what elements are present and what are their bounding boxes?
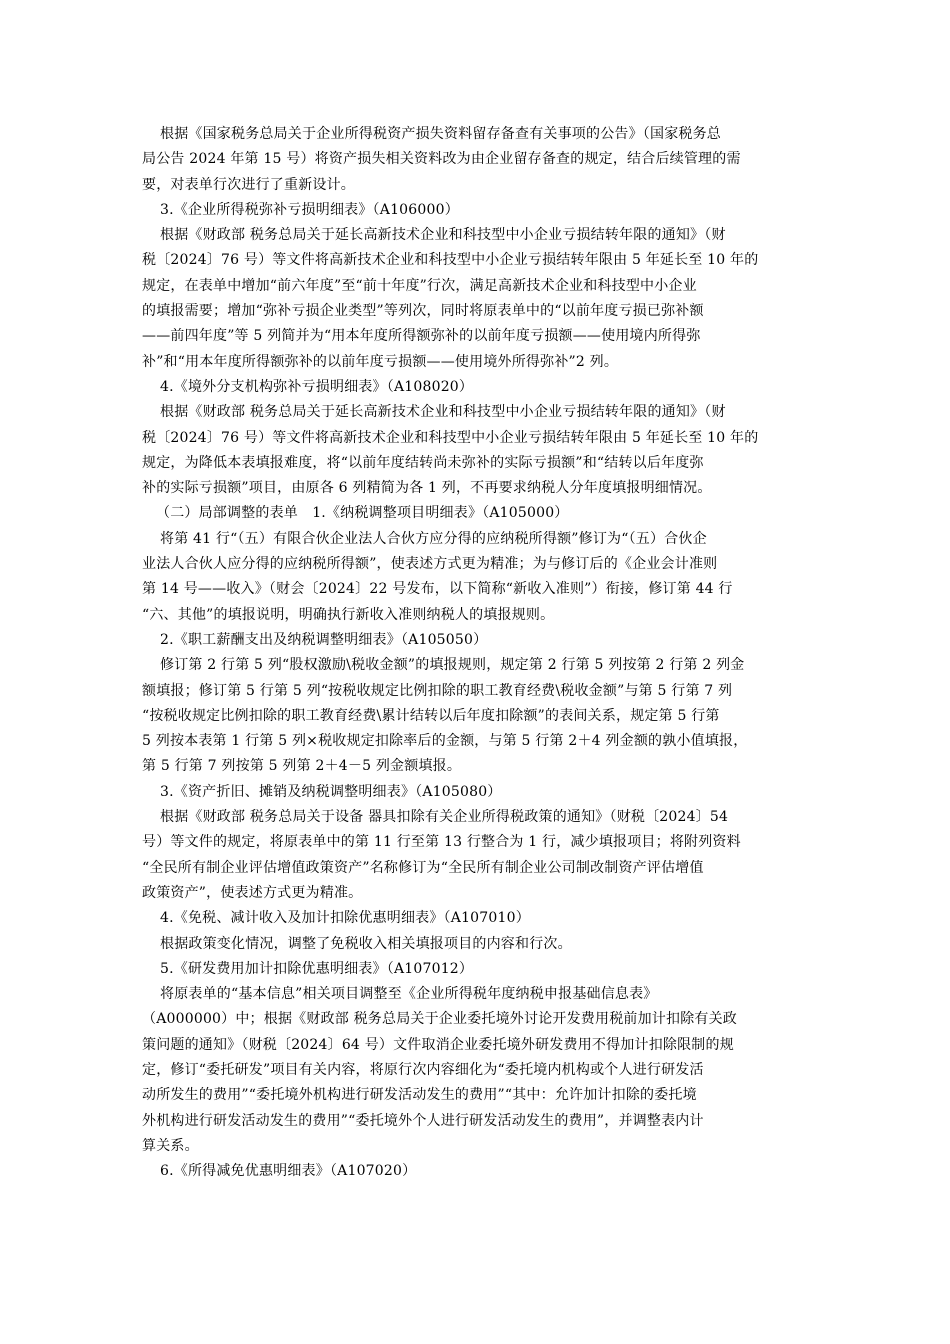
text-line: 定，修订“委托研发”项目有关内容，将原行次内容细化为“委托境内机构或个人进行研发活 xyxy=(142,1061,704,1078)
text-line: 补”和“用本年度所得额弥补的以前年度亏损额——使用境外所得弥补”2 列。 xyxy=(142,353,619,370)
text-line: 额填报；修订第 5 行第 5 列“按税收规定比例扣除的职工教育经费\税收金额”与第 5 行第 7 列 xyxy=(142,682,733,699)
text-line: 4.《免税、减计收入及加计扣除优惠明细表》（A107010） xyxy=(160,910,530,927)
text-line: 将第 41 行“（五）有限合伙企业法人合伙方应分得的应纳税所得额”修订为“（五）合伙企 xyxy=(160,530,707,547)
text-line: 3.《企业所得税弥补亏损明细表》（A106000） xyxy=(160,201,459,218)
text-line: 5 列按本表第 1 行第 5 列×税收规定扣除率后的金额，与第 5 行第 2＋4 列金额的孰小值填报， xyxy=(142,733,748,750)
text-line: 根据政策变化情况，调整了免税收入相关填报项目的内容和行次。 xyxy=(160,935,572,952)
text-line: 算关系。 xyxy=(142,1137,199,1154)
text-line: 业法人合伙人应分得的应纳税所得额”，使表述方式更为精准；为与修订后的《企业会计准则 xyxy=(142,556,718,573)
text-line: 规定，为降低本表填报难度，将“以前年度结转尚未弥补的实际亏损额”和“结转以后年度弥 xyxy=(142,454,704,471)
text-line: 策问题的通知》（财税〔2024〕64 号）文件取消企业委托境外研发费用不得加计扣除限制的规 xyxy=(142,1036,734,1053)
text-line: 规定，在表单中增加“前六年度”至“前十年度”行次，满足高新技术企业和科技型中小企业 xyxy=(142,277,697,294)
text-line: （二）局部调整的表单 1.《纳税调整项目明细表》（A105000） xyxy=(156,505,569,522)
text-line: 动所发生的费用”“委托境外机构进行研发活动发生的费用”“其中：允许加计扣除的委托境 xyxy=(142,1087,697,1104)
text-line: 3.《资产折旧、摊销及纳税调整明细表》（A105080） xyxy=(160,783,502,800)
text-line: 根据《财政部 税务总局关于设备 器具扣除有关企业所得税政策的通知》（财税〔2024〕54 xyxy=(160,809,729,826)
text-line: 根据《国家税务总局关于企业所得税资产损失资料留存备查有关事项的公告》（国家税务总 xyxy=(160,126,721,142)
text-line: “按税收规定比例扣除的职工教育经费\累计结转以后年度扣除额”的表间关系，规定第 5 行第 xyxy=(142,707,720,724)
text-line: “全民所有制企业评估增值政策资产”名称修订为“全民所有制企业公司制改制资产评估增值 xyxy=(142,859,704,876)
text-line: 政策资产”，使表述方式更为精准。 xyxy=(142,884,363,901)
text-line: 补的实际亏损额”项目，由原各 6 列精简为各 1 列，不再要求纳税人分年度填报明细情况。 xyxy=(142,480,712,497)
text-line: 税〔2024〕76 号）等文件将高新技术企业和科技型中小企业亏损结转年限由 5 年延长至 10 年的 xyxy=(142,252,759,269)
text-line: 要，对表单行次进行了重新设计。 xyxy=(142,176,355,193)
document-body xyxy=(142,122,812,1184)
text-line: 第 5 行第 7 列按第 5 列第 2＋4－5 列金额填报。 xyxy=(142,758,462,775)
text-line: 的填报需要；增加“弥补亏损企业类型”等列次，同时将原表单中的“以前年度亏损已弥补额 xyxy=(142,303,704,320)
text-line: “六、其他”的填报说明，明确执行新收入准则纳税人的填报规则。 xyxy=(142,606,555,623)
text-line: 根据《财政部 税务总局关于延长高新技术企业和科技型中小企业亏损结转年限的通知》（财 xyxy=(160,404,726,421)
text-line: 局公告 2024 年第 15 号）将资产损失相关资料改为由企业留存备查的规定，结合后续管理的需 xyxy=(142,151,741,168)
text-line: 号）等文件的规定，将原表单中的第 11 行至第 13 行整合为 1 行，减少填报项目；将附列资料 xyxy=(142,834,741,851)
text-line: 修订第 2 行第 5 列“股权激励\税收金额”的填报规则，规定第 2 行第 5 列按第 2 行第 2 列金 xyxy=(160,657,745,674)
text-line: （A000000）中；根据《财政部 税务总局关于企业委托境外讨论开发费用税前加计扣除有关政 xyxy=(142,1011,738,1028)
text-line: 外机构进行研发活动发生的费用”“委托境外个人进行研发活动发生的费用”，并调整表内计 xyxy=(142,1112,704,1129)
text-line: 根据《财政部 税务总局关于延长高新技术企业和科技型中小企业亏损结转年限的通知》（财 xyxy=(160,227,726,244)
text-line: 6.《所得减免优惠明细表》（A107020） xyxy=(160,1163,417,1180)
text-line: 5.《研发费用加计扣除优惠明细表》（A107012） xyxy=(160,960,474,977)
text-line: 4.《境外分支机构弥补亏损明细表》（A108020） xyxy=(160,378,474,395)
text-line: 2.《职工薪酬支出及纳税调整明细表》（A105050） xyxy=(160,631,488,648)
text-line: 将原表单的“基本信息”相关项目调整至《企业所得税年度纳税申报基础信息表》 xyxy=(160,986,658,1003)
text-line: 税〔2024〕76 号）等文件将高新技术企业和科技型中小企业亏损结转年限由 5 年延长至 10 年的 xyxy=(142,429,759,446)
text-line: 第 14 号——收入》（财会〔2024〕22 号发布，以下简称“新收入准则”）衔接，修订第 44 行 xyxy=(142,581,733,598)
text-line: ——前四年度”等 5 列简并为“用本年度所得额弥补的以前年度亏损额——使用境内所得弥 xyxy=(142,328,701,345)
